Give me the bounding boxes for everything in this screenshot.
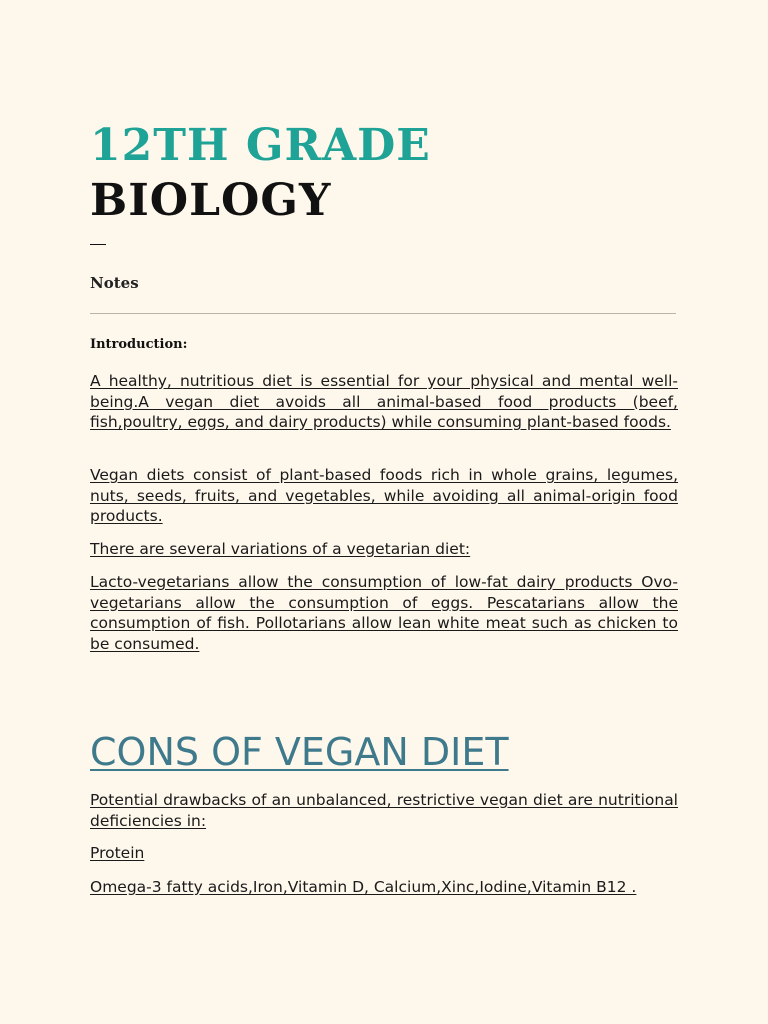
horizontal-rule (90, 313, 676, 314)
intro-paragraph-variations: There are several variations of a vegetarian diet: (90, 540, 471, 558)
cons-paragraph-drawbacks: Potential drawbacks of an unbalanced, restrictive vegan diet are nutritional deficiencies in: (90, 791, 678, 830)
intro-paragraph-vegetarian-types: Lacto-vegetarians allow the consumption of low-fat dairy products Ovo-vegetarians allow the consumption of eggs. Pescatarians allow the consumption of fish. Pollotarians allow lean white meat such as chicken to be consumed. (90, 573, 678, 653)
cons-item-protein: Protein (90, 844, 145, 862)
title-dash-divider (90, 244, 106, 245)
cons-item-nutrients: Omega-3 fatty acids,Iron,Vitamin D, Calcium,Xinc,Iodine,Vitamin B12 . (90, 878, 637, 896)
title-subject: BIOLOGY (90, 175, 332, 226)
intro-heading: Introduction: (90, 337, 188, 352)
cons-heading: CONS OF VEGAN DIET (90, 730, 509, 774)
intro-paragraph-healthy-diet: A healthy, nutritious diet is essential for your physical and mental well-being.A vegan diet avoids all animal-based food products (beef, fish,poultry, eggs, and dairy products) while consuming plant-based foods. (90, 372, 678, 431)
notes-label: Notes (90, 274, 139, 292)
intro-paragraph-vegan-foods: Vegan diets consist of plant-based foods rich in whole grains, legumes, nuts, seeds, fruits, and vegetables, while avoiding all animal-origin food products. (90, 466, 678, 525)
title-grade: 12TH GRADE (90, 120, 431, 171)
